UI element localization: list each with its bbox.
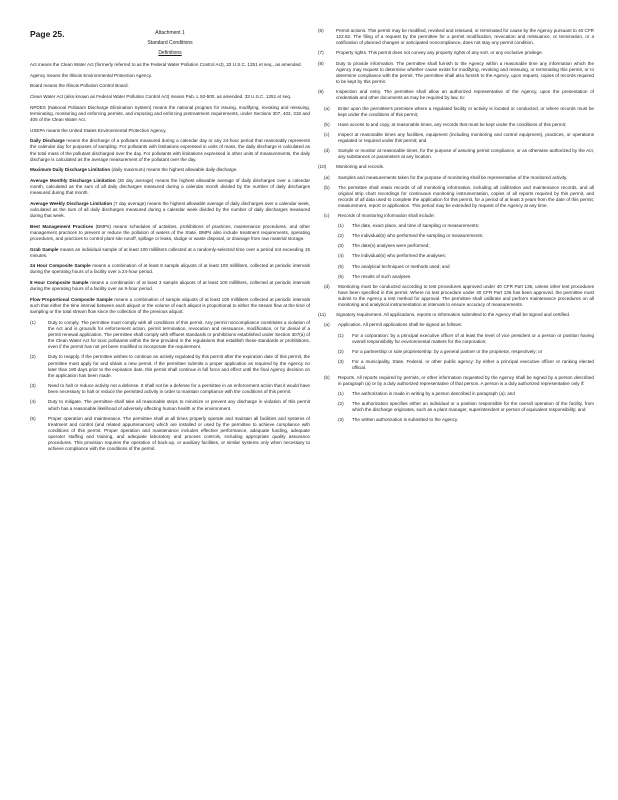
- signatory-item-text: Signatory requirement. All applications, reports or information submitted to the Agency shall be signed and certified.: [336, 312, 571, 318]
- definition-text: (30 day average) means the highest allowable average of daily discharges over a calendar month, calculated as the sum of all daily discharges measured during a calendar month divided by the number of daily discharges measured during that month.: [30, 177, 310, 196]
- monitoring-subitem: [318, 213, 594, 219]
- signatory-item-label: (11): [318, 312, 326, 318]
- definition-text: Act means the Clean Water Act (formerly referred to as the Federal Water Pollution Control Act), 33 U.S.C. 1251 et seq., as amended.: [30, 62, 302, 67]
- page-number: Page 25.: [30, 29, 65, 39]
- definition-term: Average Monthly Discharge Limitation: [30, 177, 116, 183]
- monitoring-subitem: [318, 185, 594, 209]
- definition-term: Grab Sample: [30, 246, 59, 252]
- condition-item: [30, 416, 310, 453]
- definition-paragraph: [30, 94, 310, 100]
- application-item-text: For a corporation: by a principal executive officer of at least the level of vice president or a person or position having overall responsibility for environmental matters for the corporation;: [352, 332, 594, 344]
- definition-paragraph: [30, 73, 310, 79]
- condition-item-label: (1): [30, 319, 36, 325]
- record-item: [318, 233, 594, 239]
- record-item-text: The individual(s) who performed the analyses;: [352, 253, 446, 259]
- definition-term: Best Management Practices: [30, 223, 94, 229]
- monitoring-subitem-label: (c): [324, 213, 330, 219]
- condition-item: [30, 383, 310, 395]
- condition-item-label: (8): [318, 60, 324, 66]
- inspection-subitem-text: Enter upon the permittee's premises where a regulated facility or activity is located or conducted, or where records must be kept under the conditions of this permit;: [338, 105, 594, 117]
- monitoring-item: [318, 164, 594, 170]
- condition-item-text: Duty to comply. The permittee must comply with all conditions of this permit. Any permit noncompliance constitutes a violation of the Act and is grounds for enforcement action, permit termination, revocation and reissuance, modification, or for denial of a permit renewal application. The permittee shall comply with effluent standards or prohibitions established under Section 307(a) of the Clean Water Act for toxic pollutants within the time provided in the regulations that establish these standards or prohibitions, even if the permit has not yet been modified to incorporate the requirement.: [48, 319, 310, 350]
- definition-term: 8 Hour Composite Sample: [30, 280, 89, 286]
- reports-subitem: [318, 375, 594, 387]
- definition-text: means a combination of at least 8 sample aliquots of at least 100 milliliters, collected at periodic intervals during the operating hours of a facility over a 24-hour period.: [30, 263, 310, 275]
- signatory-subitem: [318, 322, 594, 328]
- condition-item-label: (7): [318, 50, 324, 56]
- inspection-subitem-label: (b): [324, 121, 330, 127]
- attachment-heading: Attachment 1: [155, 30, 185, 36]
- report-item: [318, 391, 594, 397]
- application-item-text: For a partnership or sole proprietorship: by a general partner or the proprietor, respectively; or: [352, 348, 543, 354]
- monitoring-subitem-text: Monitoring must be conducted according to test procedures approved under 40 CFR Part 136, unless other test procedures have been specified in this permit. Where no test procedure under 40 CFR Part 136 has been approved, the permittee must submit to the Agency a test method for approval. The permittee shall calibrate and perform maintenance procedures on all monitoring and analytical instrumentation at intervals to ensure accuracy of measurements.: [338, 283, 594, 308]
- signatory-subitem-text: Application. All permit applications shall be signed as follows:: [338, 322, 463, 328]
- inspection-subitem-text: Sample or monitor at reasonable times, for the purpose of assuring permit compliance, or as otherwise authorized by the Act, any substances or parameters at any location.: [338, 148, 594, 160]
- definitions-heading: Definitions: [158, 50, 182, 56]
- inspection-subitem-label: (d): [324, 148, 330, 154]
- record-item-label: (5): [338, 263, 344, 269]
- condition-item-text: Need to halt or reduce activity not a defense. It shall not be a defense for a permittee in an enforcement action that it would have been necessary to halt or reduce the permitted activity in order to maintain compliance with the conditions of this permit.: [48, 383, 310, 395]
- record-item-label: (4): [338, 253, 344, 259]
- condition-item: [318, 50, 594, 56]
- definition-paragraph: [30, 297, 310, 315]
- right-column: [318, 28, 594, 428]
- record-item-text: The date, exact place, and time of sampling or measurements;: [352, 223, 480, 229]
- application-item: [318, 359, 594, 371]
- definition-paragraph: [30, 178, 310, 196]
- monitoring-subitem-text: Records of monitoring information shall include:: [338, 213, 435, 219]
- record-item-label: (2): [338, 233, 344, 239]
- condition-item-text: Property rights. This permit does not convey any property rights of any sort, or any exclusive privilege.: [336, 50, 543, 56]
- monitoring-subitem: [318, 175, 594, 181]
- definition-paragraph: [30, 167, 310, 173]
- record-item-text: The individual(s) who performed the sampling or measurements;: [352, 233, 484, 239]
- application-item-text: For a municipality, State, Federal, or other public agency: by either a principal executive officer or ranking elected official.: [352, 358, 594, 370]
- inspection-subitem: [318, 106, 594, 118]
- definition-text: NPDES (National Pollutant Discharge Elimination System) means the national program for issuing, modifying, revoking and reissuing, terminating, monitoring and enforcing permits, and imposing and enforcing pretreatment requirements, under Sections 307, 402, 318 and 405 of the Clean Water Act.: [30, 104, 310, 122]
- record-item: [318, 243, 594, 249]
- inspection-subitem: [318, 148, 594, 160]
- definition-paragraph: [30, 280, 310, 292]
- definition-text: means an individual sample of at least 100 milliliters collected at a randomly-selected time over a period not exceeding 15 minutes.: [30, 246, 310, 258]
- monitoring-subitem-label: (d): [324, 283, 330, 289]
- condition-item: [30, 354, 310, 378]
- record-item: [318, 264, 594, 270]
- record-item-text: The date(s) analyses were performed;: [352, 243, 430, 249]
- definition-term: Maximum Daily Discharge Limitation: [30, 167, 111, 173]
- definition-paragraph: [30, 247, 310, 259]
- condition-item-text: Duty to reapply. If the permittee wishes to continue an activity regulated by this permit after the expiration date of this permit, the permittee must apply for and obtain a new permit. If the permittee submits a proper application as required by the Agency no later than 180 days prior to the expiration date, this permit shall continue in full force and effect until the final Agency decision on the application has been made.: [48, 354, 310, 378]
- monitoring-subitem: [318, 284, 594, 308]
- definition-term: Daily Discharge: [30, 138, 65, 144]
- definition-paragraph: [30, 105, 310, 123]
- definition-text: Clean Water Act (also known as Federal Water Pollution Control Act) means Pub. L 92-500, as amended. 33 U.S.C. 1251 et seq.: [30, 94, 292, 100]
- record-item-label: (1): [338, 223, 344, 229]
- definition-text: Agency means the Illinois Environmental Protection Agency.: [30, 72, 152, 78]
- report-item-text: The authorization is made in writing by a person described in paragraph (a); and: [352, 391, 515, 397]
- reports-subitem-text: Reports. All reports required by permits, or other information requested by the Agency shall be signed by a person described in paragraph (a) or by a duly authorized representative of that person. A person is a duly authorized representative only if:: [338, 374, 594, 387]
- report-item-label: (3): [338, 417, 344, 423]
- definition-text: means a combination of sample aliquots of at least 100 milliliters collected at periodic intervals such that either the time interval between each aliquot or the volume of each aliquot is proportional to either the stream flow at the time of sampling or the total stream flow since the collection of the previous aliquot.: [30, 296, 310, 315]
- definition-paragraph: [30, 62, 310, 68]
- condition-item: [30, 320, 310, 350]
- monitoring-item-text: Monitoring and records.: [336, 164, 385, 170]
- definition-paragraph: [30, 263, 310, 275]
- record-item: [318, 274, 594, 280]
- definition-text: means a combination of at least 3 sample aliquots of at least 100 milliliters, collected at periodic intervals during the operating hours of a facility over an 8-hour period.: [30, 280, 310, 292]
- application-item-label: (2): [338, 348, 344, 354]
- application-item-label: (1): [338, 332, 344, 338]
- inspection-subitem-text: Have access to and copy, at reasonable times, any records that must be kept under the conditions of this permit;: [338, 121, 567, 127]
- condition-item: [318, 89, 594, 101]
- record-item-text: The results of such analyses.: [352, 273, 412, 279]
- definition-text: Board means the Illinois Pollution Control Board.: [30, 83, 129, 89]
- application-item: [318, 333, 594, 345]
- inspection-subitem-text: Inspect at reasonable times any facilities, equipment (including monitoring and control equipment), practices, or operations regulated or required under this permit; and: [338, 131, 594, 144]
- standard-conditions-heading: Standard Conditions: [147, 40, 193, 46]
- condition-item: [30, 399, 310, 411]
- monitoring-item-label: (10): [318, 164, 327, 170]
- record-item: [318, 223, 594, 229]
- definition-text: (daily maximum) means the highest allowable daily discharge.: [111, 167, 238, 173]
- condition-item-label: (5): [30, 415, 36, 421]
- condition-item-text: Duty to mitigate. The permittee shall take all reasonable steps to minimize or prevent any discharge in violation of this permit which has a reasonable likelihood of adversely affecting human health or the environment.: [48, 399, 310, 411]
- condition-item-label: (6): [318, 28, 324, 33]
- report-item: [318, 417, 594, 423]
- report-item-text: The written authorization is submitted to the Agency.: [352, 417, 459, 423]
- condition-item-label: (4): [30, 399, 36, 405]
- record-item-text: The analytical techniques or methods used; and: [352, 263, 450, 269]
- condition-item-text: Inspection and entry. The permittee shall allow an authorized representative of the Agency, upon the presentation of credentials and other documents as may be required by law, to:: [336, 89, 594, 101]
- condition-item-label: (2): [30, 354, 36, 360]
- signatory-subitem-label: (a): [324, 322, 330, 328]
- reports-subitem-label: (b): [324, 374, 330, 380]
- definition-paragraph: [30, 83, 310, 89]
- definition-text: (BMPs) means schedules of activities, prohibitions of practices, maintenance procedures, and other management practices to prevent or reduce the pollution of waters of the State. BMPs also include treatment requirements, operating procedures, and practices to control plant site runoff, spillage or leaks, sludge or waste disposal, or drainage from raw material storage.: [30, 223, 310, 241]
- report-item-label: (1): [338, 391, 344, 397]
- application-item: [318, 349, 594, 355]
- condition-item: [318, 28, 594, 46]
- signatory-item: [318, 312, 594, 318]
- inspection-subitem: [318, 132, 594, 144]
- record-item-label: (3): [338, 243, 344, 249]
- application-item-label: (3): [338, 358, 344, 364]
- record-item-label: (6): [338, 273, 344, 279]
- condition-item-text: Duty to provide information. The permittee shall furnish to the Agency within a reasonable time any information which the Agency may request to determine whether cause exists for modifying, revoking and reissuing, or terminating this permit, or to determine compliance with the permit. The permittee shall also furnish to the Agency, upon request, copies of records required to be kept by this permit.: [336, 60, 594, 85]
- condition-item: [318, 61, 594, 85]
- definition-paragraph: [30, 224, 310, 242]
- condition-item-text: Permit actions. This permit may be modified, revoked and reissued, or terminated for cause by the Agency pursuant to 40 CFR 122.62. The filing of a request by the permittee for a permit modification, revocation and reissuance, or termination, or a notification of planned changes or anticipated noncompliance, does not stay any permit condition.: [336, 28, 594, 46]
- report-item-label: (2): [338, 401, 344, 407]
- monitoring-subitem-text: Samples and measurements taken for the purpose of monitoring shall be representative of the monitored activity.: [338, 174, 568, 180]
- definition-term: Average Weekly Discharge Limitation: [30, 200, 113, 206]
- definition-term: Flow Proportional Composite Sample: [30, 296, 113, 302]
- condition-item-text: Proper operation and maintenance. The permittee shall at all times properly operate and maintain all facilities and systems of treatment and control (and related appurtenances) which are installed or used by the permittee to achieve compliance with conditions of this permit. Proper operation and maintenance includes effective performance, adequate funding, adequate operator staffing and training, and adequate laboratory and process controls, including appropriate quality assurance procedures. This provision requires the operation of back-up, or auxiliary facilities, or similar systems only when necessary to achieve compliance with the conditions of the permit.: [48, 415, 310, 452]
- record-item: [318, 253, 594, 259]
- report-item-text: The authorization specifies either an individual or a position responsible for the overall operation of the facility, from which the discharge originates, such as a plant manager, superintendent or person of equivalent responsibility; and: [352, 401, 594, 413]
- condition-item-label: (9): [318, 89, 324, 95]
- definition-paragraph: [30, 201, 310, 219]
- definition-paragraph: [30, 128, 310, 134]
- left-column: [30, 62, 310, 457]
- monitoring-subitem-label: (b): [324, 184, 330, 190]
- inspection-subitem-label: (c): [324, 131, 330, 137]
- definition-text: (7 day average) means the highest allowable average of daily discharges over a calendar week, calculated as the sum of all daily discharges measured during a calendar week divided by the number of daily discharges measured during that week.: [30, 200, 310, 219]
- condition-item-label: (3): [30, 383, 36, 389]
- inspection-subitem-label: (a): [324, 105, 330, 111]
- inspection-subitem: [318, 122, 594, 128]
- definition-text: means the discharge of a pollutant measured during a calendar day or any 24-hour period that reasonably represents the calendar day for purposes of sampling. For pollutants with limitations expressed in units of mass, the daily discharge is calculated as the total mass of the pollutant discharged over the day. For pollutants with limitations expressed in other units of measurements, the daily discharge is calculated as the average measurement of the pollutant over the day.: [30, 138, 310, 162]
- monitoring-subitem-text: The permittee shall retain records of all monitoring information, including all calibration and maintenance records, and all original strip chart recordings for continuous monitoring instrumentation, copies of all reports required by this permit, and records of all data used to complete the application for this permit, for a period of at least 3 years from the date of this permit, measurement, report or application. This period may be extended by request of the Agency at any time.: [338, 184, 594, 208]
- definition-paragraph: [30, 138, 310, 162]
- definition-text: USEPA means the United States Environmental Protection Agency.: [30, 127, 167, 133]
- report-item: [318, 401, 594, 413]
- monitoring-subitem-label: (a): [324, 174, 330, 180]
- definition-term: 24 Hour Composite Sample: [30, 263, 91, 269]
